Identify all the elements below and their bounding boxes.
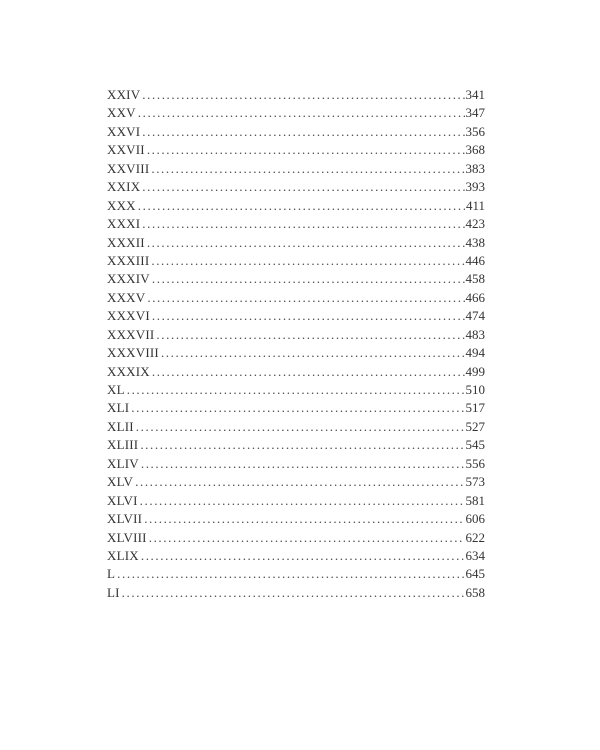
chapter-number: XXXIV [107, 271, 150, 287]
dot-leader [151, 160, 464, 178]
page-number: 383 [465, 160, 485, 176]
dot-leader [141, 547, 465, 565]
page-number: 411 [465, 197, 485, 213]
chapter-number: XXXII [107, 234, 145, 250]
table-of-contents [107, 86, 485, 602]
dot-leader [122, 584, 465, 602]
page-number: 517 [465, 400, 485, 416]
chapter-number: XXIV [107, 87, 141, 102]
dot-leader [147, 289, 464, 307]
chapter-number: XXXVI [107, 308, 150, 324]
chapter-number: XXVI [107, 123, 141, 139]
page-number: 347 [465, 105, 485, 121]
dot-leader [136, 418, 465, 436]
toc-entry[interactable] [107, 455, 485, 473]
chapter-number: XXXVIII [107, 345, 159, 361]
dot-leader [142, 86, 464, 104]
chapter-number: XXXIX [107, 363, 150, 379]
page-number: 341 [465, 87, 485, 102]
page-number: 634 [465, 547, 485, 563]
toc-entry[interactable] [107, 86, 485, 104]
dot-leader [127, 381, 465, 399]
page-number: 645 [465, 566, 485, 582]
chapter-number: XLV [107, 474, 134, 490]
dot-leader [151, 252, 464, 270]
toc-entry[interactable] [107, 584, 485, 602]
toc-entry[interactable] [107, 547, 485, 565]
dot-leader [149, 529, 465, 547]
toc-entry[interactable] [107, 473, 485, 491]
dot-leader [142, 215, 464, 233]
chapter-number: XL [107, 382, 125, 397]
dot-leader [140, 436, 464, 454]
page-number: 499 [465, 363, 485, 379]
dot-leader [156, 326, 464, 344]
toc-entry[interactable] [107, 307, 485, 325]
toc-entry[interactable] [107, 252, 485, 270]
chapter-number: LI [107, 584, 120, 600]
chapter-number: XXVII [107, 142, 145, 158]
page-number: 510 [465, 382, 485, 397]
dot-leader [135, 473, 464, 491]
page-number: 622 [465, 529, 485, 545]
page-number: 573 [465, 474, 485, 490]
chapter-number: XXX [107, 197, 136, 213]
dot-leader [141, 455, 465, 473]
page-number: 466 [465, 289, 485, 305]
dot-leader [161, 344, 465, 362]
toc-entry[interactable] [107, 436, 485, 454]
toc-entry[interactable] [107, 270, 485, 288]
chapter-number: XXXV [107, 289, 146, 305]
toc-entry[interactable] [107, 529, 485, 547]
toc-entry[interactable] [107, 104, 485, 122]
chapter-number: XXVIII [107, 160, 150, 176]
page-number: 438 [465, 234, 485, 250]
toc-entry[interactable] [107, 381, 485, 399]
page-number: 393 [465, 179, 485, 195]
chapter-number: XLVIII [107, 529, 147, 545]
dot-leader [117, 565, 464, 583]
toc-entry[interactable] [107, 215, 485, 233]
chapter-number: XXIX [107, 179, 141, 195]
page-number: 474 [465, 308, 485, 324]
toc-entry[interactable] [107, 565, 485, 583]
page-number: 581 [465, 492, 485, 508]
toc-entry[interactable] [107, 141, 485, 159]
dot-leader [138, 104, 465, 122]
page-number: 446 [465, 252, 485, 268]
dot-leader [131, 399, 464, 417]
page-number: 483 [465, 326, 485, 342]
toc-entry[interactable] [107, 492, 485, 510]
dot-leader [147, 141, 465, 159]
chapter-number: XLIII [107, 437, 139, 453]
toc-entry[interactable] [107, 399, 485, 417]
page-number: 423 [465, 216, 485, 232]
page-number: 458 [465, 271, 485, 287]
toc-entry[interactable] [107, 178, 485, 196]
toc-entry[interactable] [107, 326, 485, 344]
toc-entry[interactable] [107, 197, 485, 215]
chapter-number: XLVII [107, 511, 143, 527]
page-number: 545 [465, 437, 485, 453]
toc-entry[interactable] [107, 289, 485, 307]
page-number: 606 [465, 511, 485, 527]
page-number: 368 [465, 142, 485, 158]
chapter-number: XLIV [107, 455, 139, 471]
dot-leader [147, 234, 465, 252]
dot-leader [142, 123, 464, 141]
page-number: 527 [465, 418, 485, 434]
page-number: 494 [465, 345, 485, 361]
toc-entry[interactable] [107, 160, 485, 178]
dot-leader [140, 492, 465, 510]
page-number: 356 [465, 123, 485, 139]
dot-leader [152, 363, 465, 381]
chapter-number: XXXIII [107, 252, 150, 268]
dot-leader [144, 510, 464, 528]
toc-entry[interactable] [107, 363, 485, 381]
page-number: 556 [465, 455, 485, 471]
dot-leader [142, 178, 464, 196]
dot-leader [138, 197, 465, 215]
dot-leader [152, 307, 465, 325]
chapter-number: XLIX [107, 547, 139, 563]
chapter-number: XLII [107, 418, 134, 434]
toc-entry[interactable] [107, 234, 485, 252]
chapter-number: L [107, 566, 116, 582]
page-number: 658 [465, 584, 485, 600]
chapter-number: XXXVII [107, 326, 155, 342]
dot-leader [152, 270, 465, 288]
chapter-number: XXXI [107, 216, 141, 232]
toc-entry[interactable] [107, 418, 485, 436]
toc-entry[interactable] [107, 344, 485, 362]
chapter-number: XLVI [107, 492, 138, 508]
chapter-number: XXV [107, 105, 136, 121]
toc-entry[interactable] [107, 123, 485, 141]
chapter-number: XLI [107, 400, 130, 416]
toc-entry[interactable] [107, 510, 485, 528]
